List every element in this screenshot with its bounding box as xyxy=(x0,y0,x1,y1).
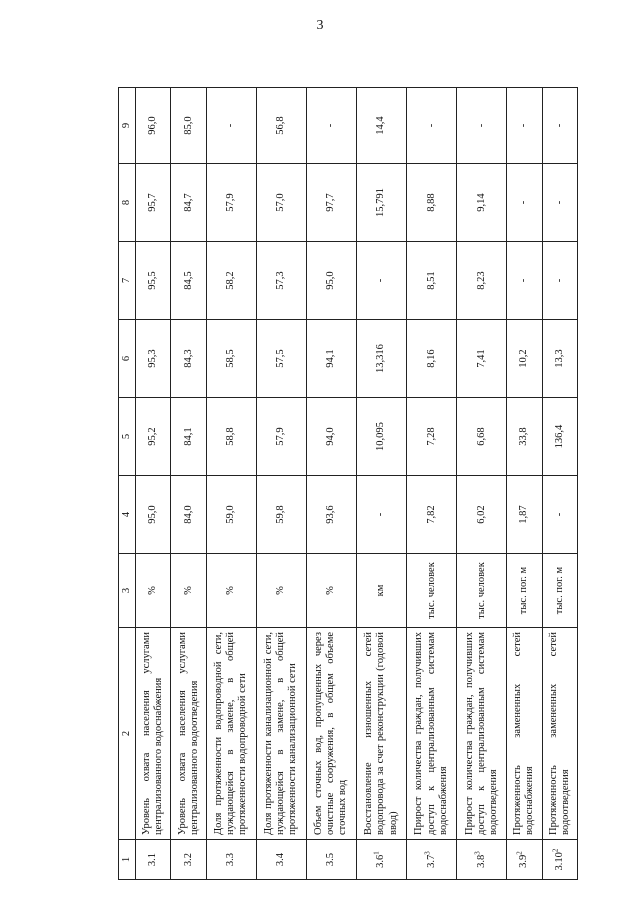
value-cell: - xyxy=(206,88,256,164)
value-cell: - xyxy=(507,164,542,242)
row-number-text: 3.3 xyxy=(225,852,237,867)
value-cell: 8,23 xyxy=(457,242,507,320)
row-number xyxy=(507,840,542,880)
value-cell: 9,14 xyxy=(457,164,507,242)
value-cell: 96,0 xyxy=(136,88,171,164)
value-cell: 10,095 xyxy=(356,398,406,476)
indicator-name: Прирост количества граждан, получивших доступ к централизованным системам водоотведения xyxy=(457,628,507,840)
unit-of-measure: % xyxy=(206,554,256,628)
footnote-marker: 2 xyxy=(551,848,560,853)
indicator-name: Протяженность замененных сетей водоснабжения xyxy=(507,628,542,840)
value-cell: 57,9 xyxy=(206,164,256,242)
row-number xyxy=(306,840,356,880)
table-row xyxy=(306,88,356,880)
value-cell: 59,0 xyxy=(206,476,256,554)
value-cell: 59,8 xyxy=(256,476,306,554)
indicator-name: Восстановление изношенных сетей водопровода за счет реконструкции (годовой ввод) xyxy=(356,628,406,840)
value-cell: 8,51 xyxy=(407,242,457,320)
row-number-text: 3.2 xyxy=(182,852,194,867)
value-cell: 136,4 xyxy=(542,398,577,476)
indicator-name: Объем сточных вод, пропущенных через очистные сооружения, в общем объеме сточных вод xyxy=(306,628,356,840)
value-cell: 13,316 xyxy=(356,320,406,398)
value-cell: 95,3 xyxy=(136,320,171,398)
footnote-marker: 1 xyxy=(372,851,381,855)
value-cell: 84,3 xyxy=(171,320,206,398)
value-cell: 84,7 xyxy=(171,164,206,242)
table-row xyxy=(136,88,171,880)
value-cell: 94,0 xyxy=(306,398,356,476)
row-number-text: 3.8 xyxy=(475,854,487,868)
value-cell: 95,0 xyxy=(136,476,171,554)
unit-of-measure: тыс. пог. м xyxy=(507,554,542,628)
table-row xyxy=(407,88,457,880)
value-cell: 57,0 xyxy=(256,164,306,242)
row-number-text: 3.10 xyxy=(553,852,565,871)
value-cell: 85,0 xyxy=(171,88,206,164)
value-cell: 8,16 xyxy=(407,320,457,398)
page-number: 3 xyxy=(316,18,324,33)
row-number xyxy=(542,840,577,880)
value-cell: 8,88 xyxy=(407,164,457,242)
value-cell: - xyxy=(457,88,507,164)
column-header-9: 9 xyxy=(119,88,136,164)
table-row xyxy=(507,88,542,880)
value-cell: - xyxy=(306,88,356,164)
value-cell: 1,87 xyxy=(507,476,542,554)
value-cell: 95,7 xyxy=(136,164,171,242)
column-header-3: 3 xyxy=(119,554,136,628)
value-cell: - xyxy=(356,476,406,554)
value-cell: 93,6 xyxy=(306,476,356,554)
unit-of-measure: % xyxy=(306,554,356,628)
value-cell: 7,41 xyxy=(457,320,507,398)
column-header-4: 4 xyxy=(119,476,136,554)
unit-of-measure: км xyxy=(356,554,406,628)
value-cell: 57,9 xyxy=(256,398,306,476)
unit-of-measure: % xyxy=(256,554,306,628)
value-cell: 58,8 xyxy=(206,398,256,476)
value-cell: - xyxy=(407,88,457,164)
value-cell: 15,791 xyxy=(356,164,406,242)
table-row xyxy=(256,88,306,880)
table-row xyxy=(171,88,206,880)
table-header xyxy=(119,88,136,880)
value-cell: 95,5 xyxy=(136,242,171,320)
header-row xyxy=(119,88,136,880)
unit-of-measure: % xyxy=(136,554,171,628)
value-cell: - xyxy=(542,242,577,320)
row-number-text: 3.1 xyxy=(147,852,159,867)
value-cell: 7,28 xyxy=(407,398,457,476)
indicator-name: Прирост количества граждан, получивших доступ к централизованным системам водоснабжения xyxy=(407,628,457,840)
unit-of-measure: тыс. человек xyxy=(407,554,457,628)
value-cell: 6,02 xyxy=(457,476,507,554)
indicator-name: Доля протяженности водопроводной сети, нуждающейся в замене, в общей протяженности водопроводной сети xyxy=(206,628,256,840)
table-row xyxy=(542,88,577,880)
table-body xyxy=(136,88,578,880)
indicator-name: Уровень охвата населения услугами централизованного водоотведения xyxy=(171,628,206,840)
table-row xyxy=(356,88,406,880)
row-number xyxy=(171,840,206,880)
value-cell: 95,2 xyxy=(136,398,171,476)
column-header-5: 5 xyxy=(119,398,136,476)
table-row xyxy=(457,88,507,880)
value-cell: - xyxy=(542,476,577,554)
value-cell: 84,1 xyxy=(171,398,206,476)
row-number-text: 3.5 xyxy=(325,852,337,867)
table-wrapper xyxy=(118,88,578,880)
footnote-marker: 2 xyxy=(515,851,524,855)
row-number-text: 3.4 xyxy=(275,852,287,867)
row-number xyxy=(356,840,406,880)
unit-of-measure: % xyxy=(171,554,206,628)
value-cell: 13,3 xyxy=(542,320,577,398)
row-number-text: 3.6 xyxy=(375,854,387,868)
row-number xyxy=(136,840,171,880)
value-cell: - xyxy=(507,88,542,164)
value-cell: 58,5 xyxy=(206,320,256,398)
value-cell: - xyxy=(542,164,577,242)
value-cell: 57,3 xyxy=(256,242,306,320)
footnote-marker: 3 xyxy=(473,851,482,855)
value-cell: - xyxy=(356,242,406,320)
value-cell: 84,5 xyxy=(171,242,206,320)
value-cell: 97,7 xyxy=(306,164,356,242)
value-cell: 6,68 xyxy=(457,398,507,476)
value-cell: 84,0 xyxy=(171,476,206,554)
indicator-name: Протяженность замененных сетей водоотведения xyxy=(542,628,577,840)
row-number xyxy=(457,840,507,880)
footnote-marker: 3 xyxy=(423,851,432,855)
value-cell: 56,8 xyxy=(256,88,306,164)
row-number xyxy=(256,840,306,880)
table-row xyxy=(206,88,256,880)
value-cell: 7,82 xyxy=(407,476,457,554)
indicator-name: Уровень охвата населения услугами централизованного водоснабжения xyxy=(136,628,171,840)
indicators-table xyxy=(118,87,578,880)
row-number xyxy=(206,840,256,880)
value-cell: 14,4 xyxy=(356,88,406,164)
row-number-text: 3.9 xyxy=(518,854,530,868)
unit-of-measure: тыс. человек xyxy=(457,554,507,628)
value-cell: 10,2 xyxy=(507,320,542,398)
column-header-7: 7 xyxy=(119,242,136,320)
value-cell: 94,1 xyxy=(306,320,356,398)
rotated-table-container xyxy=(118,88,578,880)
column-header-8: 8 xyxy=(119,164,136,242)
row-number xyxy=(407,840,457,880)
indicator-name: Доля протяженности канализационной сети, нуждающейся в замене, в общей протяженности канализационной сети xyxy=(256,628,306,840)
row-number-text: 3.7 xyxy=(425,854,437,868)
column-header-1: 1 xyxy=(119,840,136,880)
unit-of-measure: тыс. пог. м xyxy=(542,554,577,628)
column-header-2: 2 xyxy=(119,628,136,840)
value-cell: 95,0 xyxy=(306,242,356,320)
value-cell: - xyxy=(507,242,542,320)
column-header-6: 6 xyxy=(119,320,136,398)
value-cell: 57,5 xyxy=(256,320,306,398)
value-cell: 33,8 xyxy=(507,398,542,476)
value-cell: 58,2 xyxy=(206,242,256,320)
value-cell: - xyxy=(542,88,577,164)
